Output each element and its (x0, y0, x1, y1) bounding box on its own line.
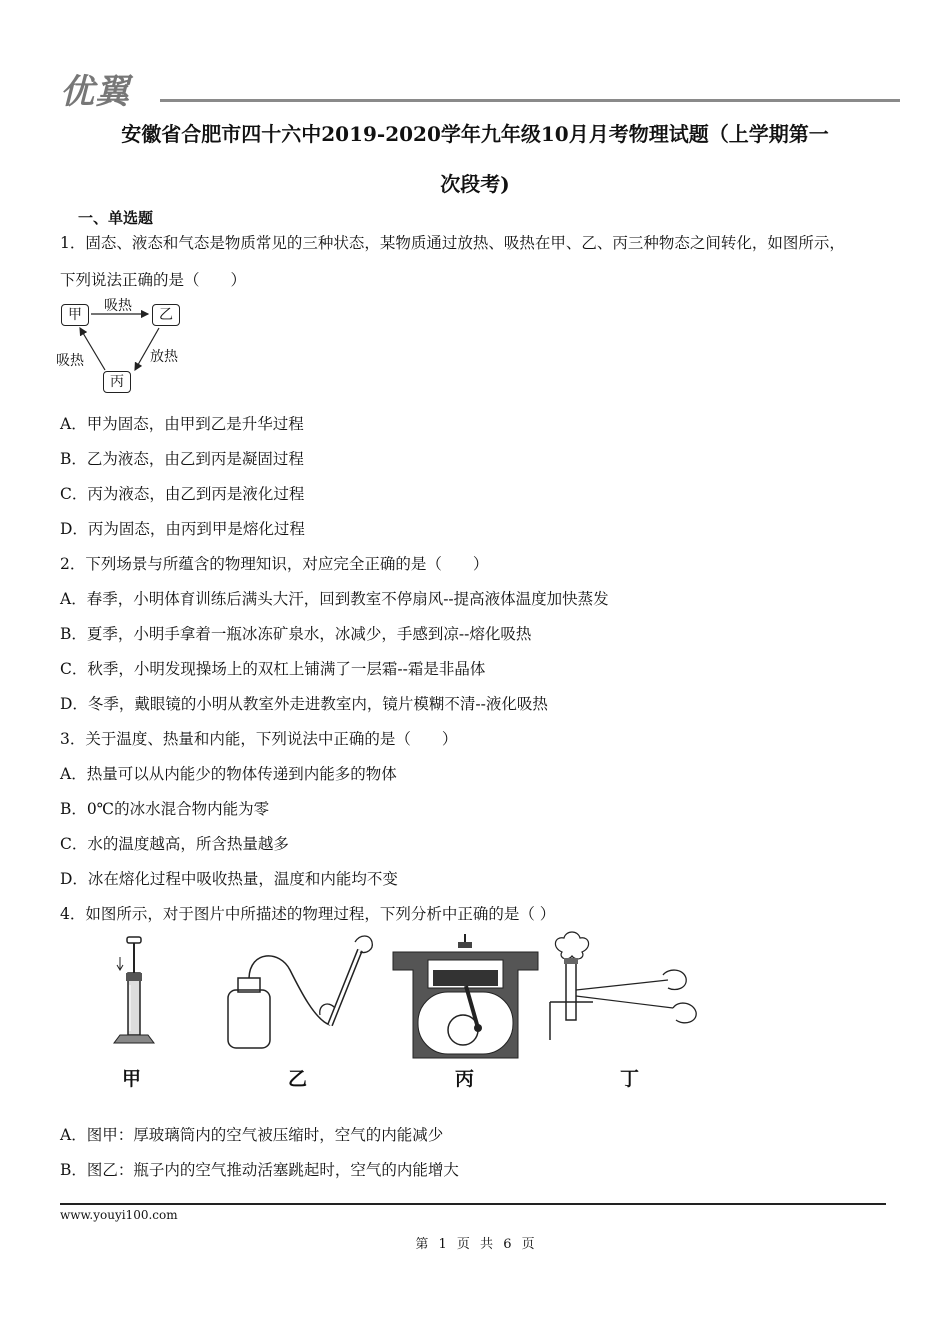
footer-url[interactable]: www.youyi100.com (60, 1208, 178, 1222)
q4-option-b: B．图乙：瓶子内的空气推动活塞跳起时，空气的内能增大 (60, 1161, 459, 1179)
q2-option-b: B．夏季，小明手拿着一瓶冰冻矿泉水，冰减少，手感到凉--熔化吸热 (60, 625, 532, 643)
q4-stem: 4．如图所示，对于图片中所描述的物理过程，下列分析中正确的是（ ） (60, 905, 556, 923)
q1-stem-line-2: 下列说法正确的是（ ） (60, 271, 247, 289)
footer-divider (60, 1203, 886, 1205)
page-title-line-2: 次段考) (440, 172, 510, 196)
caption-jia: 甲 (122, 1068, 142, 1090)
q4-figures (100, 930, 720, 1090)
page-number: 第 1 页 共 6 页 (415, 1237, 535, 1252)
q4-option-a: A．图甲：厚玻璃筒内的空气被压缩时，空气的内能减少 (60, 1126, 444, 1144)
q2-option-a: A．春季，小明体育训练后满头大汗，回到教室不停扇风--提高液体温度加快蒸发 (60, 590, 609, 608)
q1-option-b: B．乙为液态，由乙到丙是凝固过程 (60, 450, 304, 468)
q2-option-c: C．秋季，小明发现操场上的双杠上铺满了一层霜--霜是非晶体 (60, 660, 486, 678)
label-release-right: 放热 (150, 349, 178, 365)
q1-stem-line-1: 1．固态、液态和气态是物质常见的三种状态，某物质通过放热、吸热在甲、乙、丙三种物态之间转化，如图所示， (60, 234, 845, 252)
q2-option-d: D．冬季，戴眼镜的小明从教室外走进教室内，镜片模糊不清--液化吸热 (60, 695, 548, 713)
figure-rope-friction (548, 930, 713, 1055)
page-title-line-1: 安徽省合肥市四十六中2019-2020学年九年级10月月考物理试题（上学期第一 (121, 122, 829, 146)
q3-option-b: B．0℃的冰水混合物内能为零 (60, 800, 270, 818)
q3-option-d: D．冰在熔化过程中吸收热量，温度和内能均不变 (60, 870, 398, 888)
label-absorb-top: 吸热 (104, 298, 132, 314)
logo: 优翼 (60, 72, 130, 112)
q3-option-c: C．水的温度越高，所含热量越多 (60, 835, 289, 853)
caption-yi: 乙 (288, 1068, 308, 1090)
phase-bing-box: 丙 (103, 371, 131, 393)
header-divider (160, 99, 900, 102)
caption-ding: 丁 (620, 1068, 640, 1090)
q3-stem: 3．关于温度、热量和内能，下列说法中正确的是（ ） (60, 730, 458, 748)
label-absorb-left: 吸热 (56, 353, 84, 369)
q1-option-d: D．丙为固态，由丙到甲是熔化过程 (60, 520, 305, 538)
q2-stem: 2．下列场景与所蕴含的物理知识，对应完全正确的是（ ） (60, 555, 489, 573)
q3-option-a: A．热量可以从内能少的物体传递到内能多的物体 (60, 765, 397, 783)
q1-option-a: A．甲为固态，由甲到乙是升华过程 (60, 415, 304, 433)
q1-option-c: C．丙为液态，由乙到丙是液化过程 (60, 485, 305, 503)
phase-jia-box: 甲 (61, 304, 89, 326)
figure-engine-cylinder (388, 930, 543, 1060)
phase-yi-box: 乙 (152, 304, 180, 326)
caption-bing: 丙 (455, 1068, 475, 1090)
section-heading: 一、单选题 (78, 209, 154, 227)
figure-bottle-pump (220, 930, 390, 1055)
phase-diagram (55, 296, 205, 396)
figure-compression-tube (110, 935, 160, 1050)
